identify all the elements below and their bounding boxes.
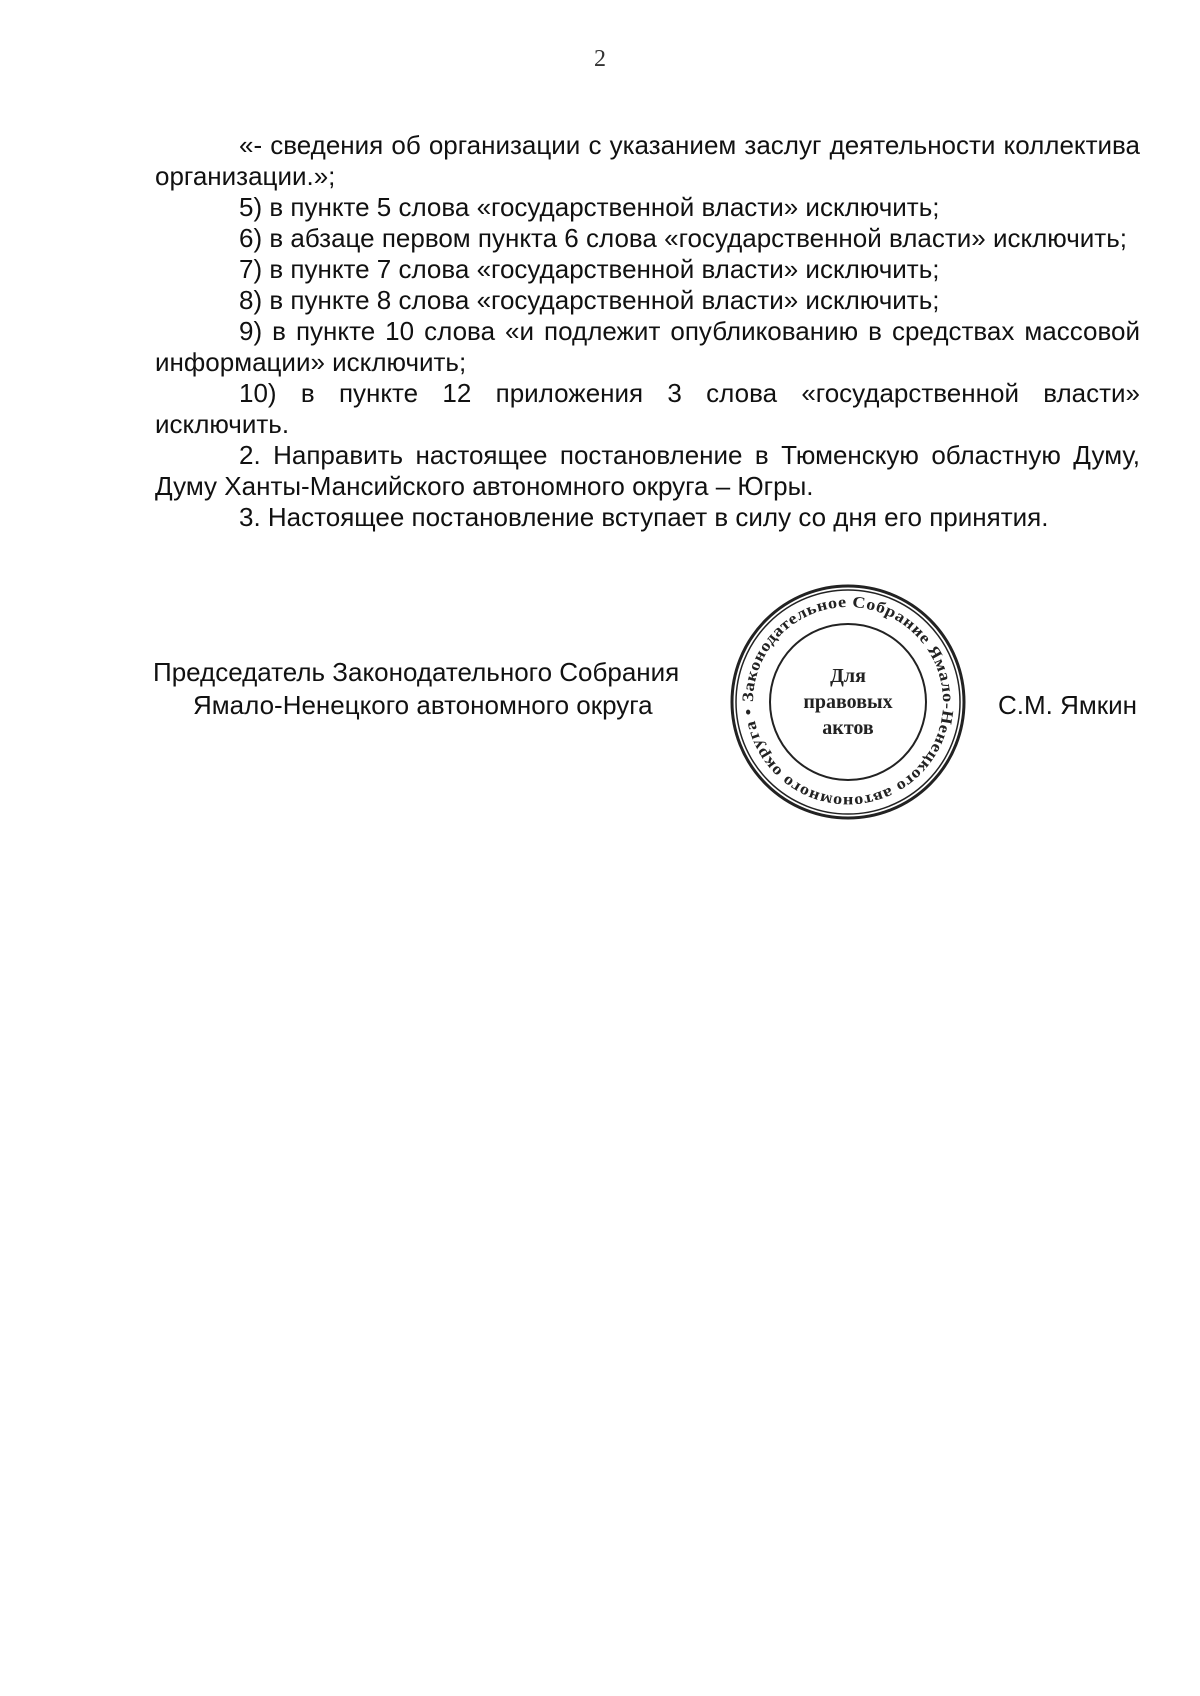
paragraph-item-4: 7) в пункте 7 слова «государственной власти» исключить;	[239, 254, 940, 284]
seal-center-line-1: Для	[830, 665, 866, 687]
paragraph-item-2: 5) в пункте 5 слова «государственной власти» исключить;	[239, 192, 940, 222]
seal-center-line-2: правовых	[803, 691, 893, 713]
seal-ring-text: Законодательное Собрание Ямало-Ненецкого автономного округа •	[739, 593, 957, 811]
paragraph-clause-3: 3. Настоящее постановление вступает в силу со дня его принятия.	[239, 502, 1049, 532]
page-number: 2	[594, 46, 606, 72]
seal-center-text	[728, 582, 968, 822]
paragraph-item-1: «- сведения об организации с указанием заслуг деятельности коллектива организации.»;	[155, 130, 1140, 191]
paragraph-item-5: 8) в пункте 8 слова «государственной власти» исключить;	[239, 285, 940, 315]
paragraph-item-3: 6) в абзаце первом пункта 6 слова «государственной власти» исключить;	[239, 223, 1127, 253]
paragraph-item-6: 9) в пункте 10 слова «и подлежит опубликованию в средствах массовой информации» исключить;	[155, 316, 1140, 377]
signatory-position-line-2: Ямало-Ненецкого автономного округа	[193, 690, 653, 720]
signatory-position-line-1: Председатель Законодательного Собрания	[153, 657, 680, 687]
paragraph-item-7: 10) в пункте 12 приложения 3 слова «государственной власти» исключить.	[155, 378, 1140, 439]
signatory-name: С.М. Ямкин	[997, 690, 1137, 720]
seal-center-line-3: актов	[822, 717, 874, 739]
paragraph-clause-2: 2. Направить настоящее постановление в Тюменскую областную Думу, Думу Ханты-Мансийского автономного округа – Югры.	[155, 440, 1140, 501]
official-seal	[728, 582, 968, 822]
